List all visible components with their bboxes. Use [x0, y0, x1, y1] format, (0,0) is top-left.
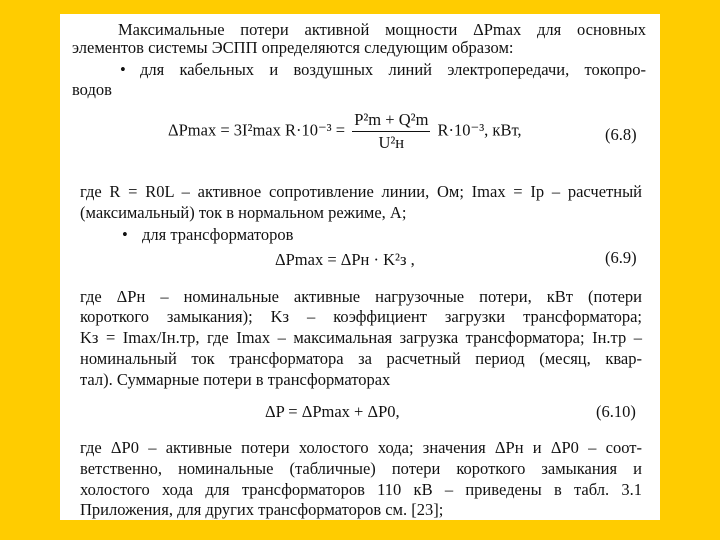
para2-line-5: тал). Суммарные потери в трансформаторах — [80, 370, 391, 389]
equation-6-9-number: (6.9) — [605, 248, 637, 267]
intro-line-1: Максимальные потери активной мощности ΔPmax для основных — [118, 20, 646, 39]
bullet-transformers: • для трансформаторов — [142, 225, 293, 245]
equation-6-8-number: (6.8) — [605, 125, 637, 144]
equation-6-8-denominator: U²н — [378, 133, 405, 152]
para2-line-2: короткого замыкания); Kз – коэффициент загрузки трансформатора; — [80, 307, 642, 326]
para3-line-2: ветственно, номинальные (табличные) потери короткого замыкания и — [80, 459, 642, 478]
para3-line-1: где ΔP0 – активные потери холостого хода; значения ΔPн и ΔP0 – соот- — [80, 438, 642, 457]
para2-line-4: номинальный ток трансформатора за расчетный период (месяц, квар- — [80, 349, 642, 368]
equation-6-10-number: (6.10) — [596, 402, 636, 421]
bullet-lines-line-1: • для кабельных и воздушных линий электропередачи, токопро- — [140, 60, 646, 80]
equation-6-8-numerator: P²m + Q²m — [352, 110, 430, 132]
para2-line-3: Kз = Imax/Iн.тр, где Imax – максимальная загрузка трансформатора; Iн.тр – — [80, 328, 642, 347]
para1-line-2: (максимальный) ток в нормальном режиме, А; — [80, 203, 407, 222]
equation-6-9: ΔPmax = ΔPн · K²з , — [275, 250, 415, 269]
equation-6-8-lhs: ΔPmax = 3I²max R·10⁻³ = — [168, 120, 346, 140]
para3-line-4: Приложения, для других трансформаторов см. [23]; — [80, 500, 444, 519]
equation-6-10: ΔP = ΔPmax + ΔP0, — [265, 402, 400, 421]
bullet-lines-line-2: водов — [72, 80, 112, 99]
intro-line-2: элементов системы ЭСПП определяются следующим образом: — [72, 38, 514, 57]
para3-line-3: холостого хода для трансформаторов 110 кВ – приведены в табл. 3.1 — [80, 480, 642, 499]
equation-6-8-rhs: R·10⁻³, кВт, — [437, 120, 522, 140]
equation-6-8-fraction — [352, 110, 430, 153]
equation-6-8 — [168, 110, 522, 153]
para2-line-1: где ΔPн – номинальные активные нагрузочные потери, кВт (потери — [80, 287, 642, 306]
para1-line-1: где R = R0L – активное сопротивление линии, Ом; Imax = Iр – расчетный — [80, 182, 642, 201]
